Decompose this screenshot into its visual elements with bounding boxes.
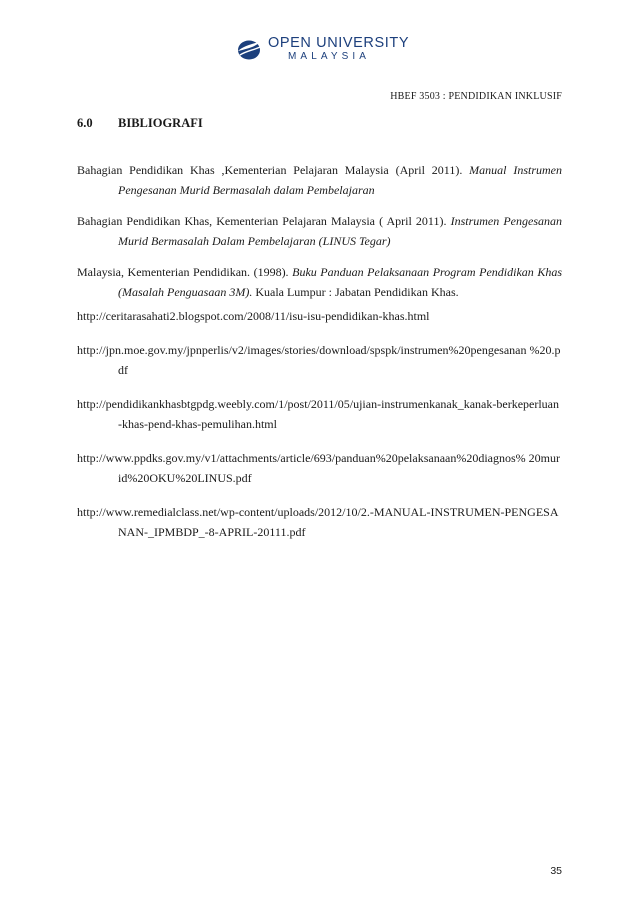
- bibliography-list: [77, 160, 562, 556]
- reference-url[interactable]: http://www.remedialclass.net/wp-content/uploads/2012/10/2.-MANUAL-INSTRUMEN-PENGESANAN-_IPMBDP_-8-APRIL-20111.pdf: [77, 505, 559, 539]
- university-logo: [236, 36, 409, 62]
- globe-swoosh-icon: [236, 36, 262, 62]
- reference-title: Instrumen Pengesanan Murid Bermasalah Dalam Pembelajaran (LINUS Tegar): [118, 214, 562, 248]
- reference-author: Bahagian Pendidikan Khas ,Kementerian Pelajaran Malaysia (April 2011).: [77, 163, 463, 177]
- reference-author: Malaysia, Kementerian Pendidikan. (1998).: [77, 265, 289, 279]
- reference-url[interactable]: http://jpn.moe.gov.my/jpnperlis/v2/images/stories/download/spspk/instrumen%20pengesanan %20.pdf: [77, 343, 561, 377]
- logo-subtitle: MALAYSIA: [288, 50, 371, 62]
- reference-url[interactable]: http://pendidikankhasbtgpdg.weebly.com/1/post/2011/05/ujian-instrumenkanak_kanak-berkeperluan-khas-pend-khas-pemulihan.html: [77, 397, 559, 431]
- reference-title: Buku Panduan Pelaksanaan Program Pendidikan Khas (Masalah Penguasaan 3M).: [118, 265, 562, 299]
- reference-title: Manual Instrumen Pengesanan Murid Bermasalah dalam Pembelajaran: [118, 163, 563, 197]
- section-title: BIBLIOGRAFI: [118, 116, 203, 130]
- reference-publisher: Kuala Lumpur : Jabatan Pendidikan Khas.: [255, 285, 459, 299]
- reference-entry: [77, 160, 562, 200]
- reference-author: Bahagian Pendidikan Khas, Kementerian Pelajaran Malaysia ( April 2011).: [77, 214, 447, 228]
- section-heading: [77, 116, 203, 131]
- page-number: 35: [550, 865, 562, 877]
- reference-entry: [77, 262, 562, 302]
- logo-title: OPEN UNIVERSITY: [268, 35, 410, 52]
- reference-url[interactable]: http://ceritarasahati2.blogspot.com/2008/11/isu-isu-pendidikan-khas.html: [77, 309, 430, 323]
- reference-entry: [77, 211, 562, 251]
- section-number: 6.0: [77, 116, 93, 130]
- reference-url[interactable]: http://www.ppdks.gov.my/v1/attachments/article/693/panduan%20pelaksanaan%20diagnos% 20murid%20OKU%20LINUS.pdf: [77, 451, 561, 485]
- course-header: HBEF 3503 : PENDIDIKAN INKLUSIF: [390, 91, 562, 102]
